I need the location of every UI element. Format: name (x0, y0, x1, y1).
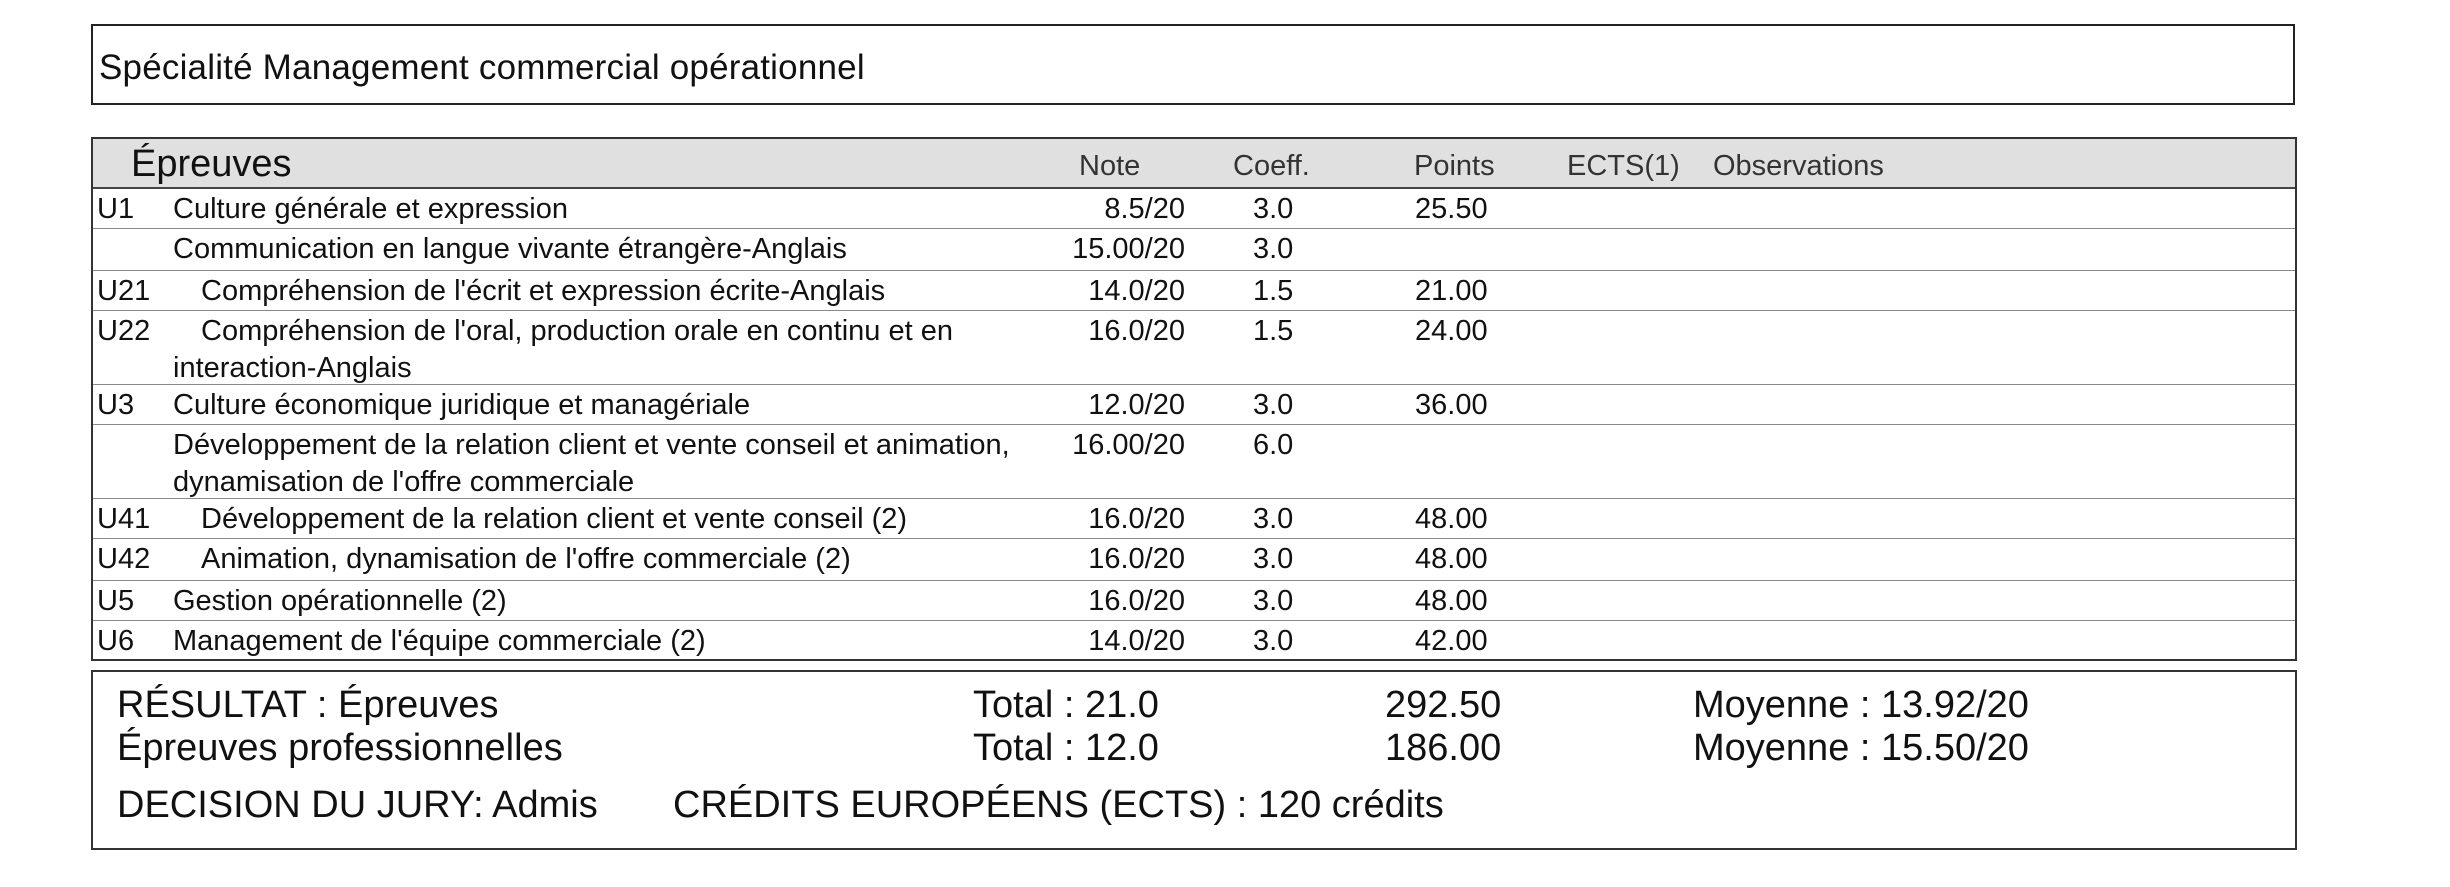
row-coeff: 1.5 (1253, 315, 1294, 347)
header-points: Points (1414, 150, 1495, 182)
row-coeff: 3.0 (1253, 585, 1294, 617)
row-label: Management de l'équipe commerciale (2) (173, 625, 706, 657)
table-row (93, 539, 2295, 581)
table-row (93, 499, 2295, 539)
jury-decision: DECISION DU JURY: Admis (117, 784, 598, 826)
header-note: Note (1079, 150, 1141, 182)
result-total: Total : 21.0 (973, 684, 1159, 726)
row-code: U6 (97, 625, 135, 657)
row-label: Développement de la relation client et vente conseil (2) (201, 503, 908, 535)
table-row (93, 425, 2295, 499)
table-row (93, 621, 2295, 659)
header-epreuves: Épreuves (131, 143, 292, 185)
row-note: 16.0/20 (1088, 503, 1185, 535)
row-note: 8.5/20 (1104, 193, 1185, 225)
row-note: 16.00/20 (1072, 429, 1185, 461)
row-label: Compréhension de l'écrit et expression écrite-Anglais (201, 275, 886, 307)
row-points: 48.00 (1415, 543, 1488, 575)
header-observations: Observations (1713, 150, 1884, 182)
table-row (93, 229, 2295, 271)
row-label: Animation, dynamisation de l'offre commerciale (2) (201, 543, 851, 575)
row-label: Culture générale et expression (173, 193, 568, 225)
row-note: 16.0/20 (1088, 585, 1185, 617)
row-coeff: 3.0 (1253, 233, 1294, 265)
table-row (93, 189, 2295, 229)
grades-table (91, 137, 2297, 661)
row-code: U41 (97, 503, 151, 535)
row-points: 25.50 (1415, 193, 1488, 225)
row-code: U21 (97, 275, 151, 307)
row-label: Développement de la relation client et vente conseil et animation, dynamisation de l'offre commerciale (173, 429, 1010, 498)
row-note: 14.0/20 (1088, 275, 1185, 307)
result-label: RÉSULTAT : Épreuves (117, 684, 499, 726)
row-note: 16.0/20 (1088, 315, 1185, 347)
result-average: Moyenne : 13.92/20 (1693, 684, 2029, 726)
row-points: 48.00 (1415, 585, 1488, 617)
row-note: 16.0/20 (1088, 543, 1185, 575)
row-coeff: 3.0 (1253, 543, 1294, 575)
row-note: 14.0/20 (1088, 625, 1185, 657)
speciality-title: Spécialité Management commercial opérationnel (99, 48, 865, 87)
row-coeff: 6.0 (1253, 429, 1294, 461)
row-label: Communication en langue vivante étrangère-Anglais (173, 233, 847, 265)
result-box (91, 670, 2297, 850)
header-ects: ECTS(1) (1567, 150, 1680, 182)
table-row (93, 311, 2295, 385)
row-coeff: 3.0 (1253, 625, 1294, 657)
row-code: U1 (97, 193, 135, 225)
table-row (93, 271, 2295, 311)
row-points: 36.00 (1415, 389, 1488, 421)
row-points: 24.00 (1415, 315, 1488, 347)
row-label: Compréhension de l'oral, production orale en continu et en interaction-Anglais (173, 315, 953, 384)
table-row (93, 581, 2295, 621)
table-row (93, 385, 2295, 425)
header-coeff: Coeff. (1233, 150, 1310, 182)
row-note: 12.0/20 (1088, 389, 1185, 421)
row-coeff: 3.0 (1253, 503, 1294, 535)
professional-total: Total : 12.0 (973, 727, 1159, 769)
row-coeff: 3.0 (1253, 193, 1294, 225)
speciality-box (91, 24, 2295, 105)
row-coeff: 1.5 (1253, 275, 1294, 307)
row-points: 42.00 (1415, 625, 1488, 657)
result-points: 292.50 (1385, 684, 1502, 726)
professional-points: 186.00 (1385, 727, 1502, 769)
row-points: 21.00 (1415, 275, 1488, 307)
row-label: Culture économique juridique et managériale (173, 389, 751, 421)
row-label: Gestion opérationnelle (2) (173, 585, 507, 617)
row-code: U42 (97, 543, 151, 575)
row-code: U22 (97, 315, 151, 347)
table-header (93, 139, 2295, 189)
row-code: U5 (97, 585, 135, 617)
row-code: U3 (97, 389, 135, 421)
professional-label: Épreuves professionnelles (117, 727, 563, 769)
row-note: 15.00/20 (1072, 233, 1185, 265)
row-points: 48.00 (1415, 503, 1488, 535)
ects-credits: CRÉDITS EUROPÉENS (ECTS) : 120 crédits (673, 784, 1444, 826)
professional-average: Moyenne : 15.50/20 (1693, 727, 2029, 769)
row-coeff: 3.0 (1253, 389, 1294, 421)
